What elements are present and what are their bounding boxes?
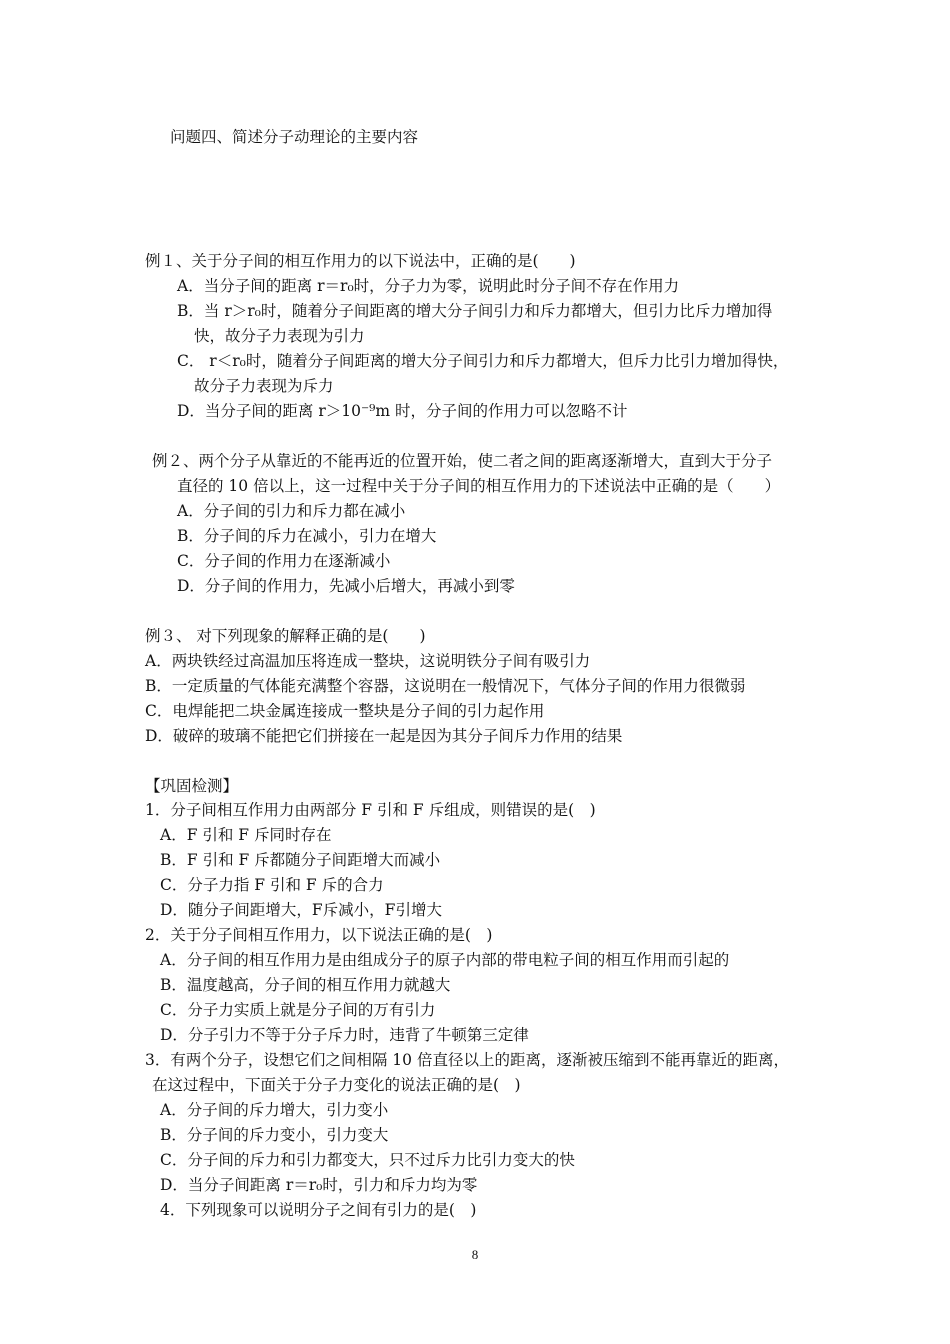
example-1-option-d: D．当分子间的距离 r＞10⁻⁹m 时，分子间的作用力可以忽略不计 [177, 402, 628, 420]
question-3-option-c: C．分子间的斥力和引力都变大，只不过斥力比引力变大的快 [160, 1151, 575, 1169]
question-1-stem: 1．分子间相互作用力由两部分 F 引和 F 斥组成，则错误的是( ) [145, 801, 596, 819]
question-1-option-d: D．随分子间距增大，F斥减小，F引增大 [160, 901, 442, 919]
page-number: 8 [471, 1247, 479, 1262]
example-2-stem-cont: 直径的 10 倍以上，这一过程中关于分子间的相互作用力的下述说法中正确的是（ ） [177, 477, 781, 495]
question-3-option-d: D．当分子间距离 r＝r₀时，引力和斥力均为零 [160, 1176, 478, 1194]
example-3-option-d: D．破碎的玻璃不能把它们拼接在一起是因为其分子间斥力作用的结果 [145, 727, 623, 745]
example-1-option-c: C． r＜r₀时，随着分子间距离的增大分子间引力和斥力都增大，但斥力比引力增加得快， [177, 352, 789, 370]
section-heading: 问题四、简述分子动理论的主要内容 [170, 128, 419, 146]
example-3-option-a: A．两块铁经过高温加压将连成一整块，这说明铁分子间有吸引力 [145, 652, 591, 670]
question-3-option-a: A．分子间的斥力增大，引力变小 [160, 1101, 389, 1119]
example-2-option-d: D．分子间的作用力，先减小后增大，再减小到零 [177, 577, 515, 595]
example-1-option-b: B．当 r＞r₀时，随着分子间距离的增大分子间引力和斥力都增大，但引力比斥力增加得 [177, 302, 773, 320]
example-2-option-c: C．分子间的作用力在逐渐减小 [177, 552, 391, 570]
question-2-option-b: B．温度越高，分子间的相互作用力就越大 [160, 976, 451, 994]
example-3-option-c: C．电焊能把二块金属连接成一整块是分子间的引力起作用 [145, 702, 545, 720]
question-3-stem-cont: 在这过程中，下面关于分子力变化的说法正确的是( ) [152, 1076, 521, 1094]
question-2-option-c: C．分子力实质上就是分子间的万有引力 [160, 1001, 436, 1019]
example-1-option-a: A．当分子间的距离 r＝r₀时，分子力为零，说明此时分子间不存在作用力 [177, 277, 680, 295]
question-1-option-c: C．分子力指 F 引和 F 斥的合力 [160, 876, 384, 894]
question-2-stem: 2．关于分子间相互作用力，以下说法正确的是( ) [145, 926, 493, 944]
example-2-stem: 例２、两个分子从靠近的不能再近的位置开始，使二者之间的距离逐渐增大，直到大于分子 [152, 452, 773, 470]
section-title: 【巩固检测】 [145, 777, 239, 795]
question-3-stem: 3．有两个分子，设想它们之间相隔 10 倍直径以上的距离，逐渐被压缩到不能再靠近的距离， [145, 1051, 789, 1069]
example-1-option-c-cont: 故分子力表现为斥力 [194, 377, 334, 395]
question-4-stem: 4．下列现象可以说明分子之间有引力的是( ) [160, 1201, 477, 1219]
example-2-option-b: B．分子间的斥力在减小，引力在增大 [177, 527, 437, 545]
question-2-option-a: A．分子间的相互作用力是由组成分子的原子内部的带电粒子间的相互作用而引起的 [160, 951, 730, 969]
question-1-option-a: A．F 引和 F 斥同时存在 [160, 826, 332, 844]
question-3-option-b: B．分子间的斥力变小，引力变大 [160, 1126, 389, 1144]
question-2-option-d: D．分子引力不等于分子斥力时，违背了牛顿第三定律 [160, 1026, 529, 1044]
example-1-option-b-cont: 快，故分子力表现为引力 [194, 327, 365, 345]
example-2-option-a: A．分子间的引力和斥力都在减小 [177, 502, 406, 520]
question-1-option-b: B．F 引和 F 斥都随分子间距增大而减小 [160, 851, 441, 869]
example-3-option-b: B．一定质量的气体能充满整个容器，这说明在一般情况下，气体分子间的作用力很微弱 [145, 677, 746, 695]
example-1-stem: 例１、关于分子间的相互作用力的以下说法中，正确的是( ) [145, 252, 576, 270]
example-3-stem: 例３、 对下列现象的解释正确的是( ) [145, 627, 426, 645]
